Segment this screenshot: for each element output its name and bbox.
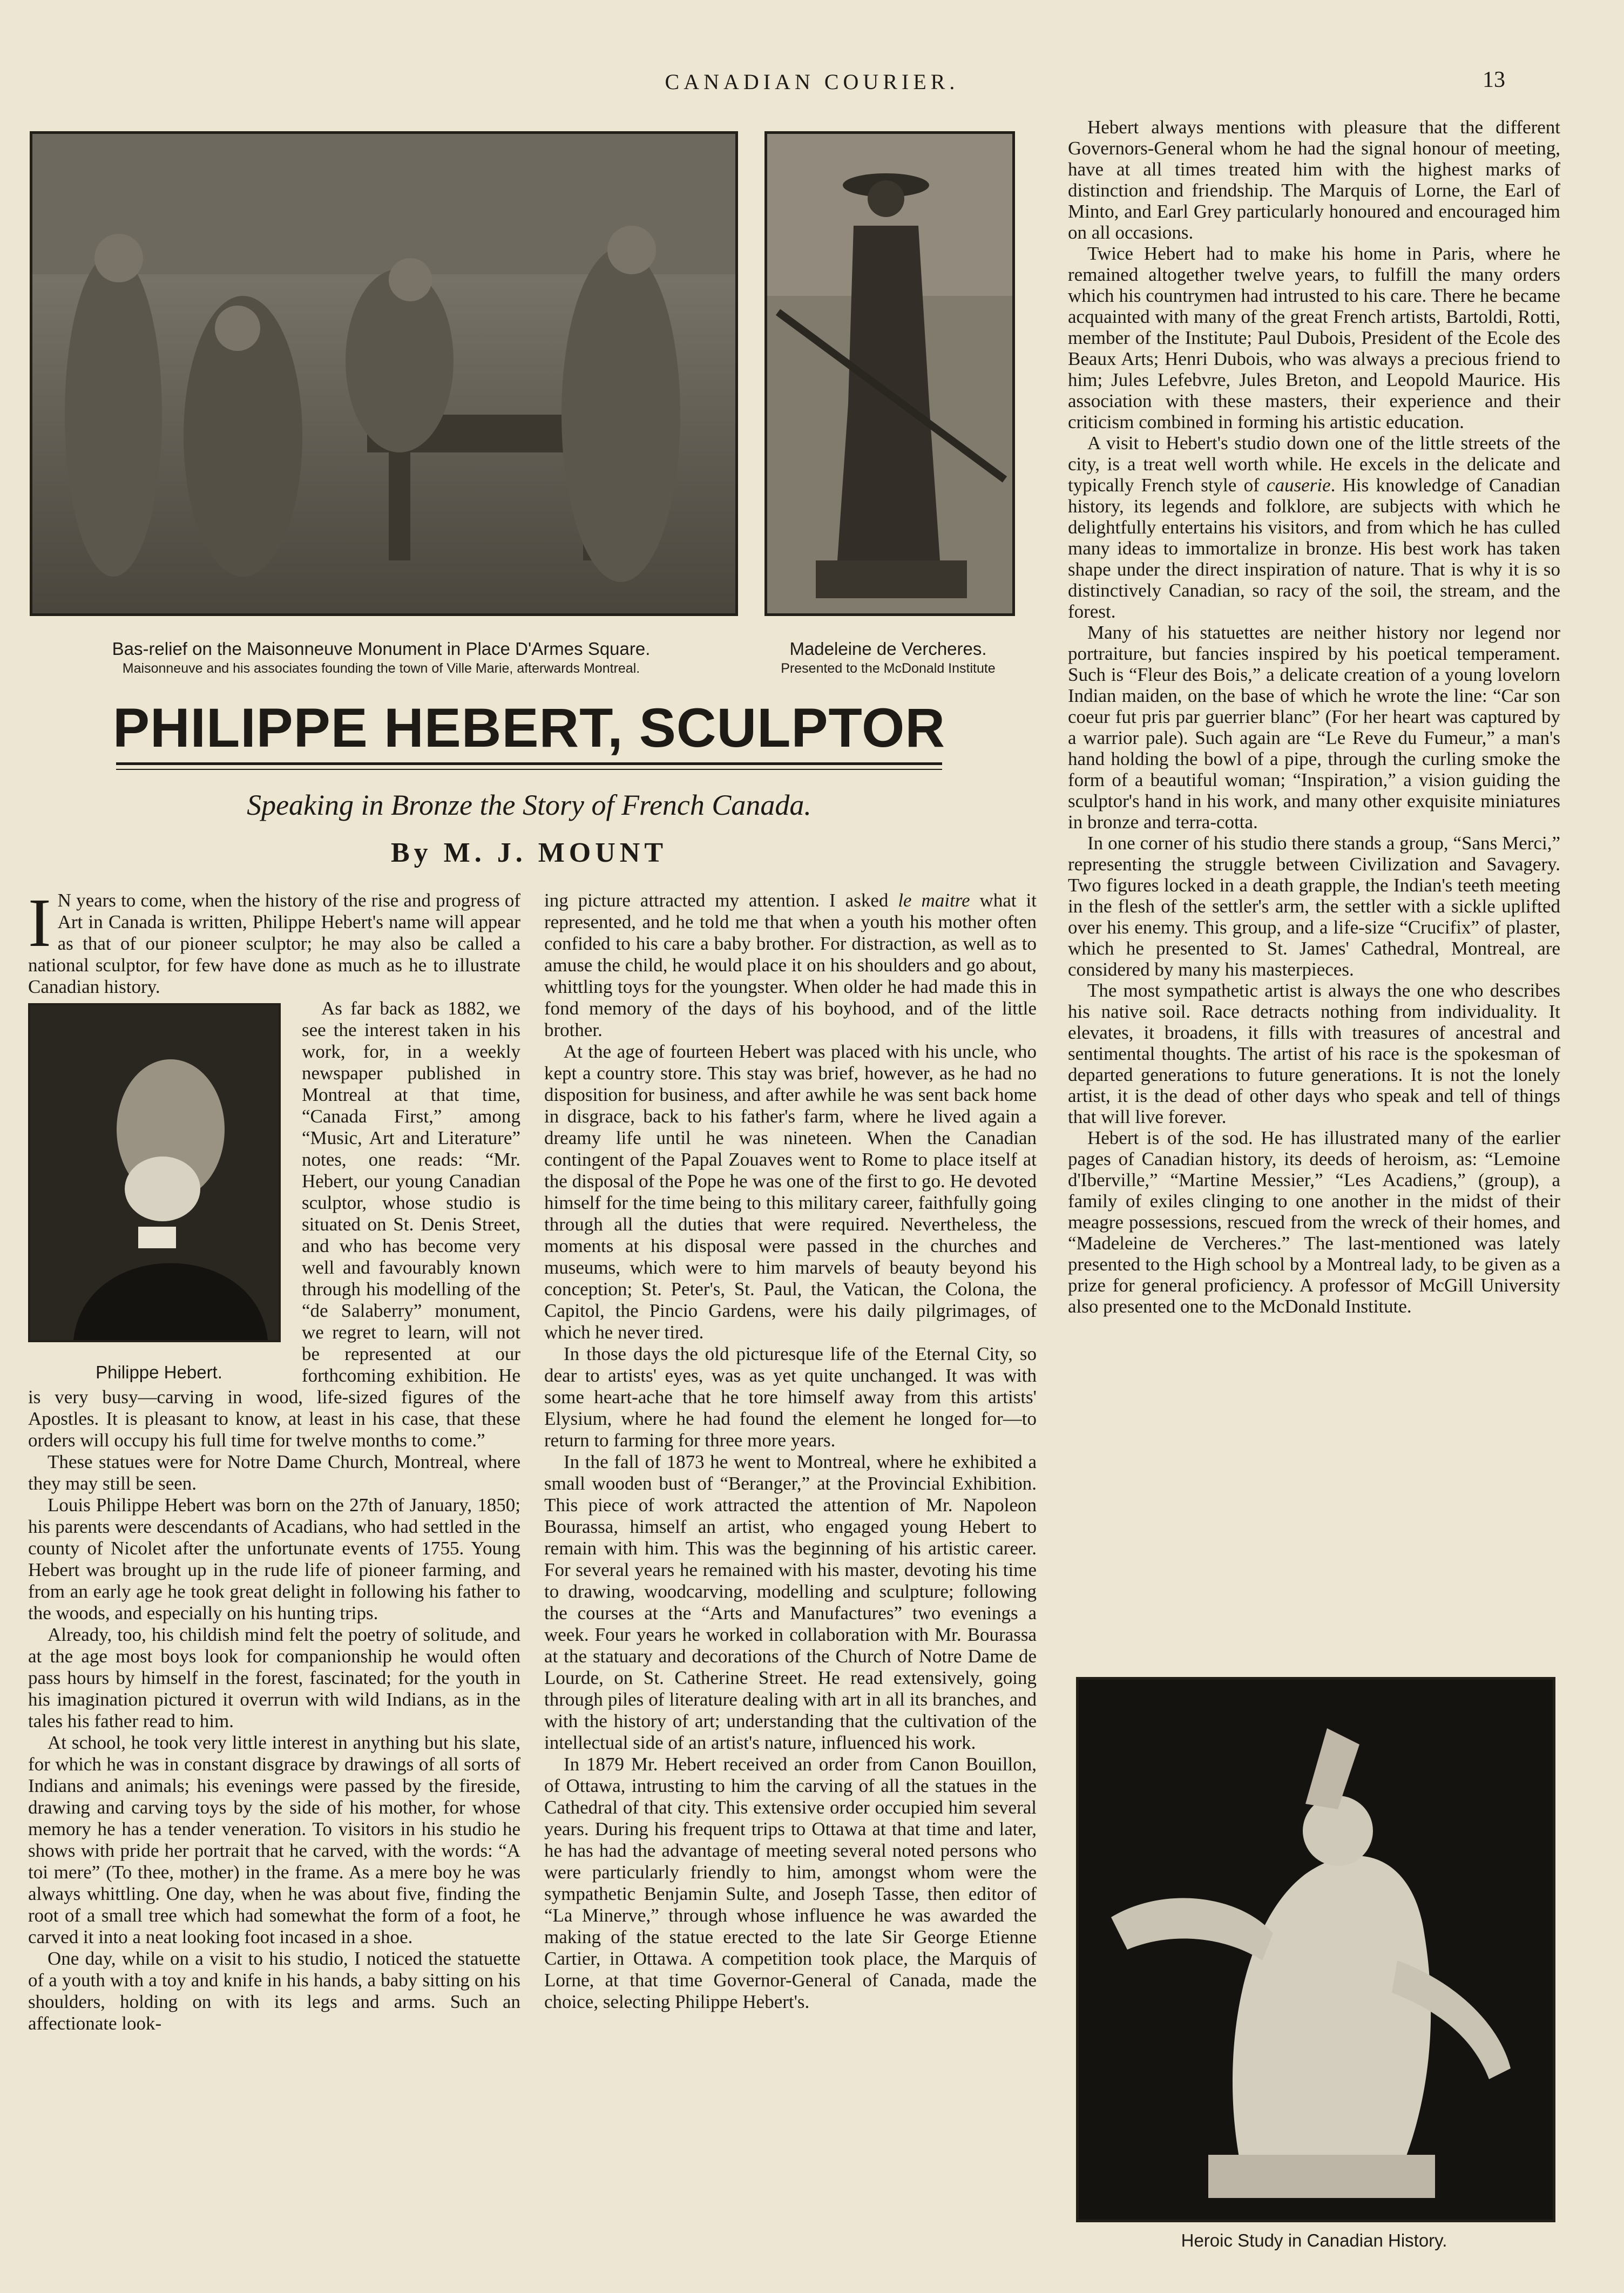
article-column-2 [544, 890, 1037, 2272]
madeleine-statue-photo [764, 131, 1015, 616]
heroic-study-photo [1076, 1677, 1555, 2222]
paragraph: In one corner of his studio there stands a group, “Sans Merci,” representing the struggle between Civilization and Savagery. Two figures locked in a death grapple, the Indian's teeth meeting in the flesh of the settler's arm, the settler with a sickle uplifted over his enemy. This group, and a life-size “Crucifix” of plaster, which he presented to St. James' Cathedral, Montreal, are considered by many his masterpieces. [1068, 833, 1560, 980]
paragraph: At the age of fourteen Hebert was placed with his uncle, who kept a country store. This stay was brief, however, as he had no disposition for business, and after awhile he was sent back home in disgrace, back to his father's farm, where he lived again a dreamy life until he was nineteen. When the Canadian contingent of the Papal Zouaves went to Rome to place itself at the disposal of the Pope he was one of the first to go. He devoted himself for the time being to this military career, faithfully going through all the duties that were required. Nevertheless, the moments at his disposal were passed in the churches and museums, which were to him marvels of beauty beyond his conception; St. Peter's, St. Paul, the Vatican, the Colona, the Capitol, the Pincio Gardens, were his daily pilgrimages, of which he never tired. [544, 1041, 1037, 1343]
bas-relief-caption-block [30, 638, 733, 677]
bas-relief-subcaption: Maisonneuve and his associates founding the town of Ville Marie, afterwards Montreal. [122, 661, 640, 676]
page-number: 13 [1483, 67, 1505, 92]
paragraph: One day, while on a visit to his studio, I noticed the statuette of a youth with a toy and knife in his hands, a baby sitting on his shoulders, holding on with its legs and arms. Such an affectionate look- [28, 1948, 520, 2034]
article-byline: By M. J. MOUNT [390, 837, 668, 868]
paragraph: Hebert always mentions with pleasure that the different Governors-General whom he had the signal honour of meeting, have at all times treated him with the highest marks of distinction and friendship. The Marquis of Lorne, the Earl of Minto, and Earl Grey particularly honoured and encouraged him on all occasions. [1068, 117, 1560, 243]
title-rule-bottom [116, 769, 942, 770]
paragraph: Many of his statuettes are neither history nor legend nor portraiture, but fancies inspired by his poetical temperament. Such is “Fleur des Bois,” a delicate creation of a young lovelorn Indian maiden, on the base of which he wrote the line: “Car son coeur fut pris par guerrier blanc” (For her heart was captured by a warrior pale). Such again are “Le Reve du Fumeur,” a man's hand holding the bowl of a pipe, through the curling smoke the form of a beautiful woman; “Inspiration,” a vision guiding the sculptor's hand in his work, and many other exquisite miniatures in bronze and terra-cotta. [1068, 622, 1560, 833]
portrait-figure [28, 1003, 290, 1383]
portrait-caption: Philippe Hebert. [96, 1362, 222, 1382]
paragraph: ing picture attracted my attention. I asked le maitre what it represented, and he told me that when a youth his mother often confided to his care a baby brother. For distraction, as well as to amuse the child, he would place it on his shoulders and go about, whittling toys for the youngster. When older he had made this in fond memory of the days of his boyhood, and of the little brother. [544, 890, 1037, 1040]
drop-cap: I [28, 890, 51, 961]
heroic-caption: Heroic Study in Canadian History. [1181, 2230, 1447, 2250]
title-rule-top [116, 762, 942, 765]
bas-relief-caption: Bas-relief on the Maisonneuve Monument in Place D'Armes Square. [112, 639, 651, 659]
article-subtitle: Speaking in Bronze the Story of French Canada. [247, 789, 811, 821]
paragraph: At school, he took very little interest in anything but his slate, for which he was in constant disgrace by drawings of all sorts of Indians and animals; his evenings were passed by the fireside, drawing and carving toys by the side of his mother, for whose memory he has a tender veneration. To visitors in his studio he shows with pride her portrait that he carved, with the words: “A toi mere” (To thee, mother) in the frame. As a mere boy he was always whittling. One day, when he was about five, finding the root of a small tree which had somewhat the form of a foot, he carved it into a neat looking foot incased in a shoe. [28, 1732, 520, 1947]
article-title: PHILIPPE HEBERT, SCULPTOR [112, 697, 945, 759]
paragraph: Twice Hebert had to make his home in Paris, where he remained altogether twelve years, to fulfill the many orders which his countrymen had intrusted to his care. There he became acquainted with many of the great French artists, Bartoldi, Rotti, member of the Institute; Paul Dubois, President of the Ecole des Beaux Arts; Henri Dubois, who was always a precious friend to him; Jules Lefebvre, Jules Breton, and Leopold Maurice. His association with these masters, their experience and their criticism combined in forming his artistic education. [1068, 243, 1560, 432]
paragraph: In those days the old picturesque life of the Eternal City, so dear to artists' eyes, was as yet quite unchanged. It was with some heart-ache that he tore himself away from this artists' Elysium, where he had found the element he longed for—to return to farming for three more years. [544, 1343, 1037, 1451]
paragraph: I N years to come, when the history of the rise and progress of Art in Canada is written, Philippe Hebert's name will appear as that of our pioneer sculptor; he may also be called a national sculptor, for few have done as much as he to illustrate Canadian history. [28, 890, 520, 997]
paragraph: As far back as 1882, we see the interest taken in his work, for, in a weekly newspaper published in Montreal at that time, “Canada First,” among “Music, Art and Literature” notes, one reads: “Mr. Hebert, our young Canadian sculptor, whose studio is situated on St. Denis Street, and who has become very well and favourably known through his modelling of the “de Salaberry” monument, we regret to learn, will not be represented at our forthcoming exhibition. He is very busy—carving in wood, life-sized figures of the Apostles. It is pleasant to know, at least in his case, that these orders will occupy his full time for twelve months to come.” [28, 998, 520, 1451]
madeleine-subcaption: Presented to the McDonald Institute [781, 661, 996, 676]
paragraph: Hebert is of the sod. He has illustrated many of the earlier pages of Canadian history, its deeds of heroism, as: “Lemoine d'Iberville,” “Martine Messier,” “Les Acadiens,” (group), a family of exiles clinging to one another in the midst of their meagre possessions, rescued from the wreck of their homes, and “Madeleine de Vercheres.” The last-mentioned was lately presented to the High school by a Montreal lady, to be given as a prize for general proficiency. A professor of McGill University also presented one to the McDonald Institute. [1068, 1127, 1560, 1317]
portrait-photo [28, 1003, 281, 1342]
madeleine-caption-block [750, 638, 1026, 677]
article-column-3 [1068, 117, 1560, 1650]
paragraph: In the fall of 1873 he went to Montreal, where he exhibited a small wooden bust of “Beranger,” at the Provincial Exhibition. This piece of work attracted the attention of Mr. Napoleon Bourassa, himself an artist, who engaged young Hebert to remain with him. This was the beginning of his artistic career. For several years he remained with his master, devoting his time to drawing, woodcarving, modelling and sculpture; following the courses at the “Arts and Manufactures” two evenings a week. Four years he worked in collaboration with Mr. Bourassa at the statuary and decorations of the Church of Notre Dame de Lourde, on St. Catherine Street. He read extensively, going through piles of literature dealing with art in all its branches, and with the history of art; understanding that the cultivation of the intellectual side of an artist's nature, influenced his work. [544, 1451, 1037, 1753]
paragraph: The most sympathetic artist is always the one who describes his native soil. Race detracts nothing from individuality. It elevates, it broadens, it fills with treasures of ancestral and sentimental thoughts. The artist of his race is the spokesman of departed generations to future generations. It is not the lonely artist, it is the dead of other days who speak and tell of things that will live forever. [1068, 980, 1560, 1127]
article-column-1 [28, 890, 520, 2272]
paragraph: In 1879 Mr. Hebert received an order from Canon Bouillon, of Ottawa, intrusting to him the carving of all the statues in the Cathedral of that city. This extensive order occupied him several years. During his frequent trips to Ottawa at that time and later, he has had the advantage of meeting several noted persons who were particularly friendly to him, amongst whom were the sympathetic Benjamin Sulte, and Joseph Tasse, then editor of “La Minerve,” through whose influence he was awarded the making of the statue erected to the late Sir George Etienne Cartier, in Ottawa. A competition took place, the Marquis of Lorne, at that time Governor-General of Canada, made the choice, selecting Philippe Hebert's. [544, 1754, 1037, 2012]
bas-relief-photo [30, 131, 738, 616]
paragraph: A visit to Hebert's studio down one of the little streets of the city, is a treat well worth while. He excels in the delicate and typically French style of causerie. His knowledge of Canadian history, its legends and folklore, are subjects with which he delightfully entertains his visitors, and from which he has culled many ideas to immortalize in bronze. His best work has taken shape under the direct inspiration of nature. That is why it is so distinctively Canadian, so racy of the soil, the stream, and the forest. [1068, 432, 1560, 622]
paragraph: These statues were for Notre Dame Church, Montreal, where they may still be seen. [28, 1451, 520, 1494]
paragraph: Louis Philippe Hebert was born on the 27th of January, 1850; his parents were descendants of Acadians, who had settled in the county of Nicolet after the unfortunate events of 1755. Young Hebert was brought up in the rude life of pioneer farming, and from an early age he took great delight in following his father to the woods, and especially on his hunting trips. [28, 1494, 520, 1624]
paragraph: Already, too, his childish mind felt the poetry of solitude, and at the age most boys look for companionship he would often pass hours by himself in the forest, fascinated; for the youth in his imagination pictured it overrun with wild Indians, as in the tales his father read to him. [28, 1624, 520, 1731]
madeleine-caption: Madeleine de Vercheres. [789, 639, 987, 659]
publication-header: CANADIAN COURIER. [665, 70, 959, 94]
